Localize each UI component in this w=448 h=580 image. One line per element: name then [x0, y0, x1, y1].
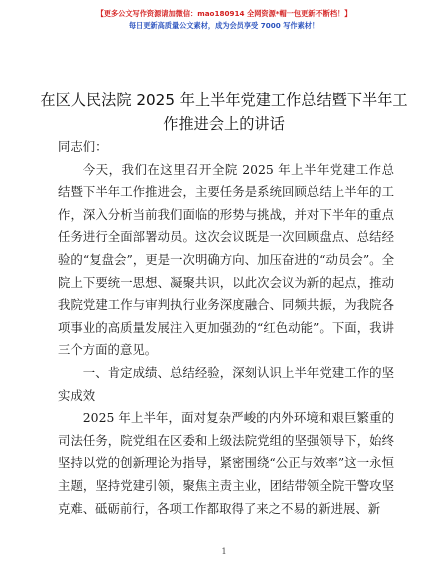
section-heading: 一、肯定成绩、总结经验，深刻认识上半年党建工作的坚实成效 — [58, 364, 394, 403]
salutation: 同志们： — [58, 139, 108, 154]
promo-banner-line-1: 【更多公文写作资源请加微信：mao180914 全网资源*帽一包更新不断档！】 — [96, 9, 352, 18]
page-number: 1 — [221, 547, 227, 556]
promo-banner — [0, 8, 448, 31]
body-paragraph: 2025 年上半年，面对复杂严峻的内外环境和艰巨繁重的司法任务，院党组在区委和上级法院党组的坚强领导下，始终坚持以党的创新理论为指导，紧密围绕“公正与效率”这一永恒主题，坚持党建引领，聚焦主责主业，团结带领全院干警攻坚克难、砥砺前行，各项工作都取得了来之不易的新进展、新 — [58, 410, 394, 516]
document-body — [58, 136, 394, 520]
document-title: 在区人民法院 2025 年上半年党建工作总结暨下半年工作推进会上的讲话 — [40, 91, 408, 133]
promo-banner-line-2: 每日更新高质量公文素材，成为会员享受 7000 写作素材！ — [128, 21, 320, 30]
body-paragraph: 今天，我们在这里召开全院 2025 年上半年党建工作总结暨下半年工作推进会，主要任务是系统回顾总结上半年的工作，深入分析当前我们面临的形势与挑战，并对下半年的重点任务进行全面部署动员。这次会议既是一次回顾盘点、总结经验的“复盘会”，更是一次明确方向、加压奋进的“动员会”。全院上下要统一思想、凝聚共识，以此次会议为新的起点，推动我院党建工作与审判执行业务深度融合、同频共振，为我院各项事业的高质量发展注入更加强劲的“红色动能”。下面，我讲三个方面的意见。 — [58, 161, 394, 358]
